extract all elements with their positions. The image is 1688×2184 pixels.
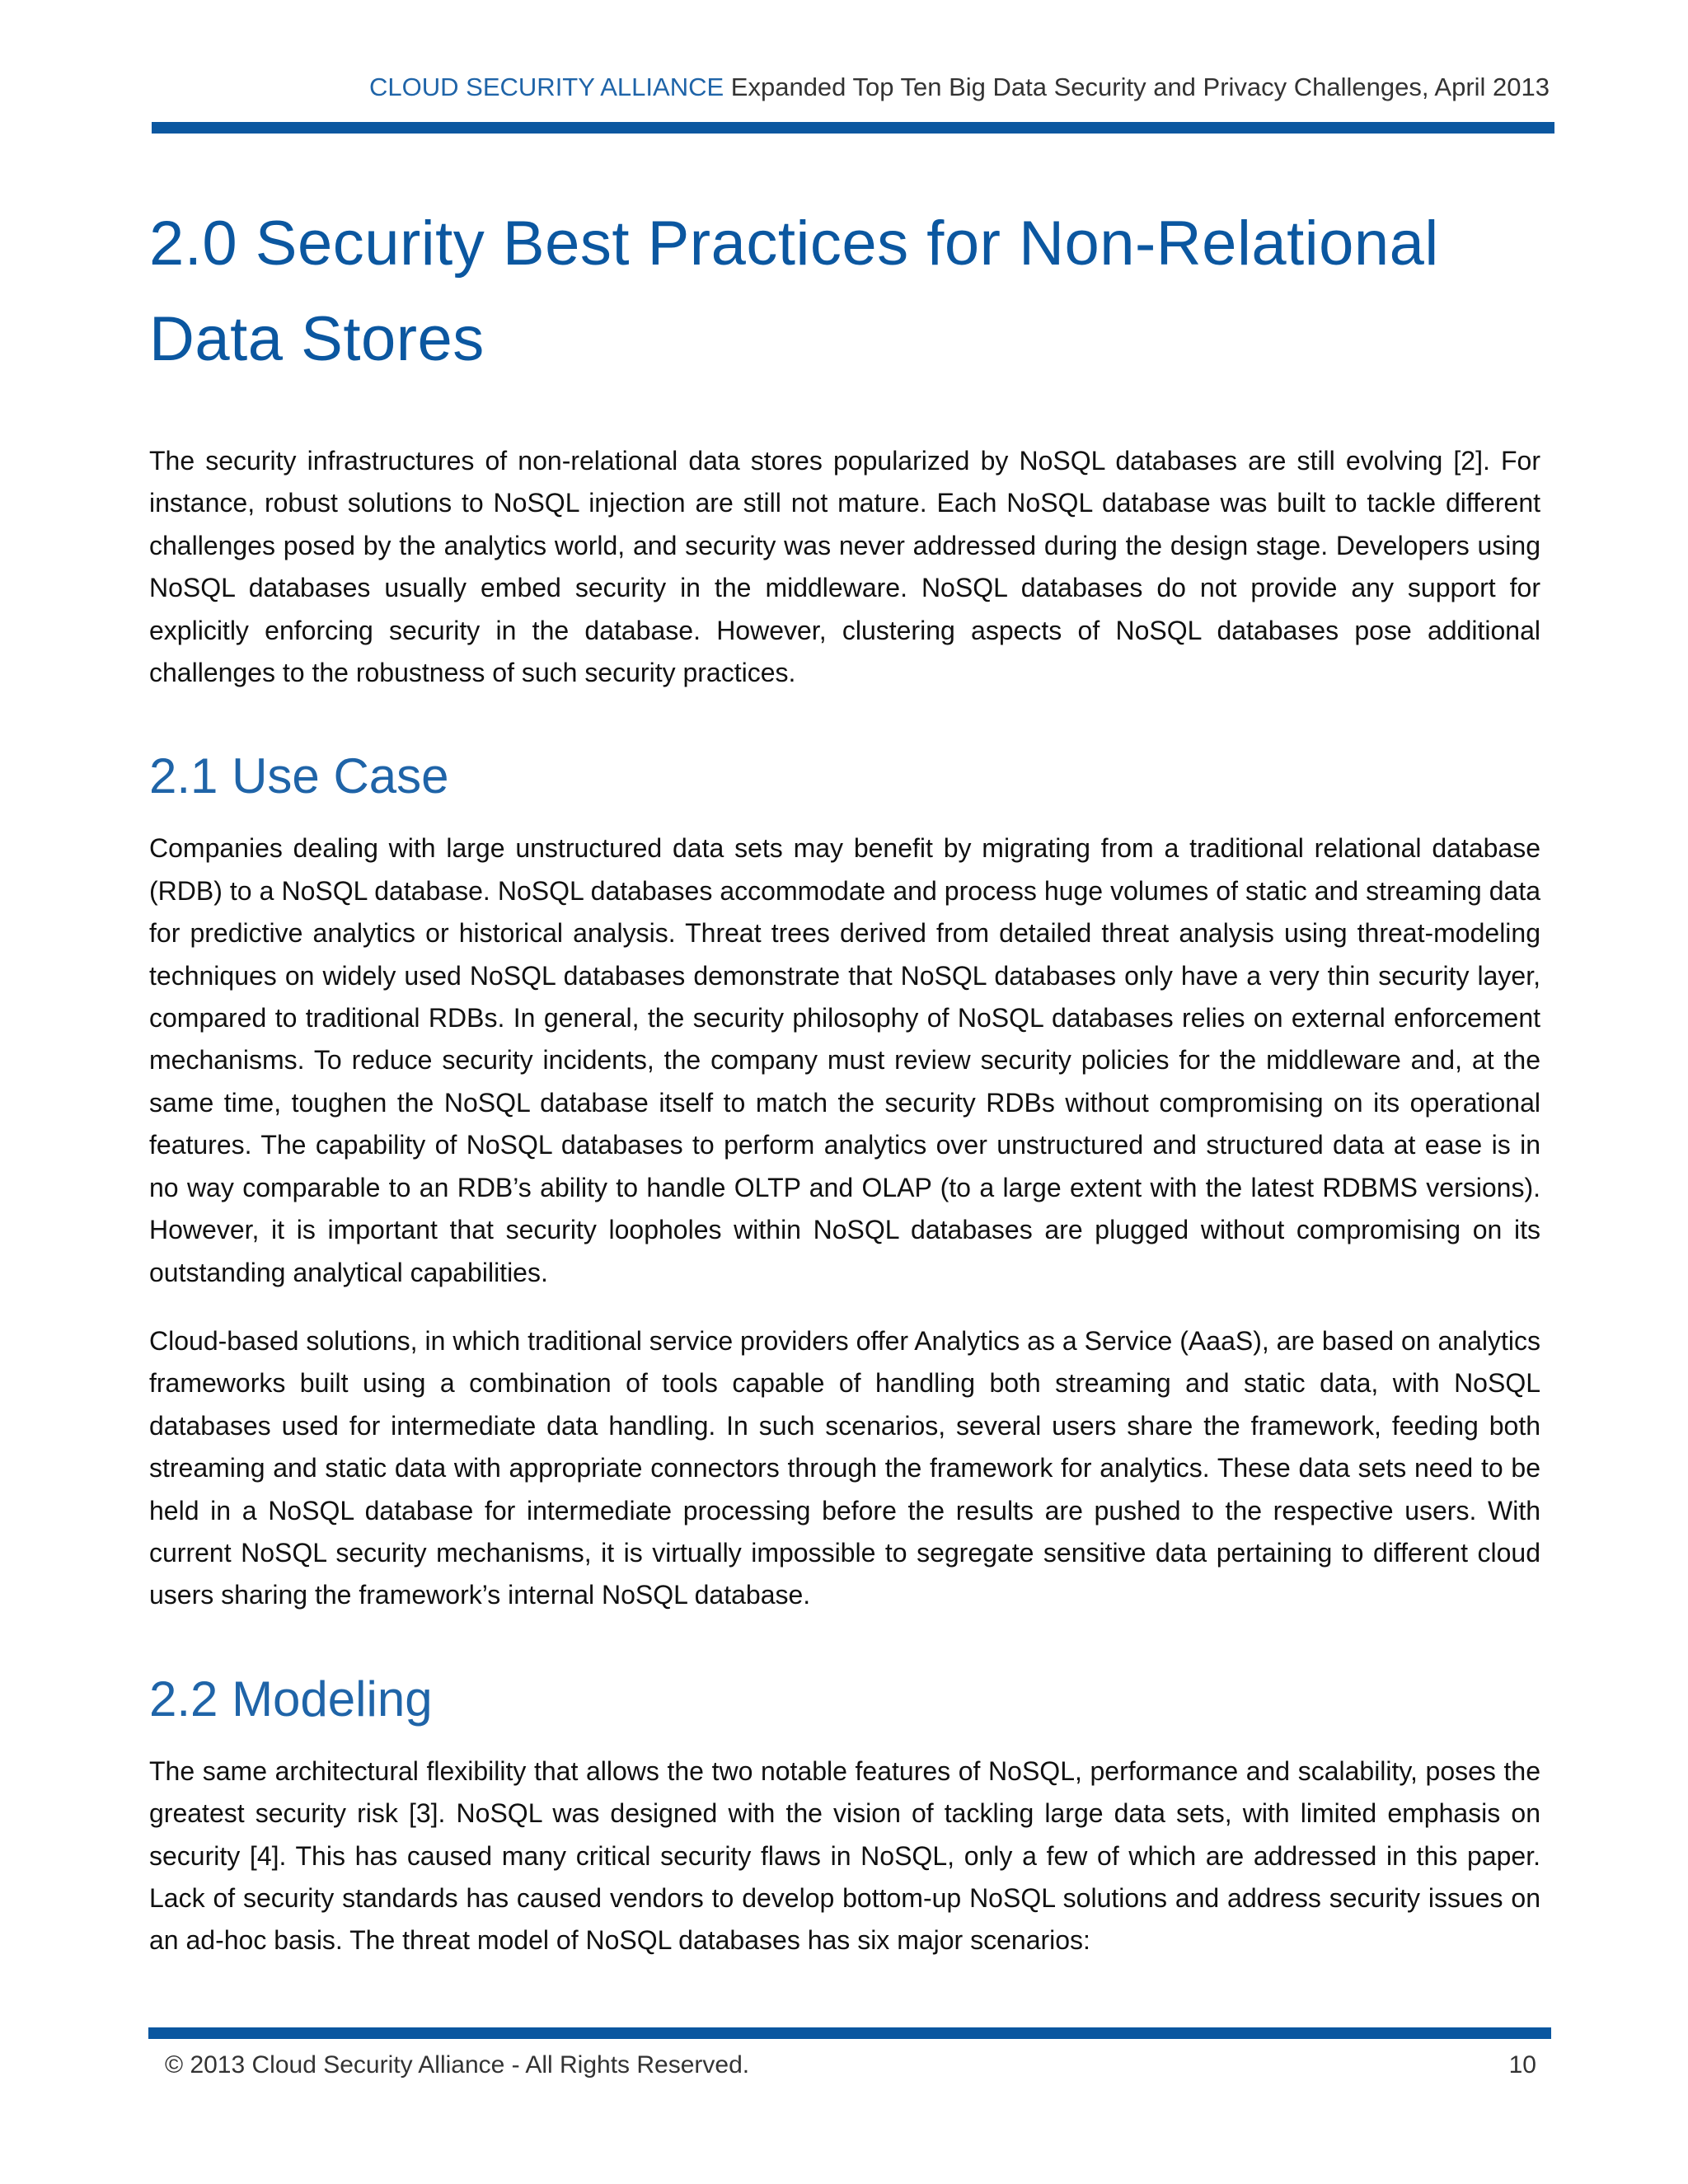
copyright-notice: © 2013 Cloud Security Alliance - All Rights Reserved. xyxy=(165,2051,750,2079)
use-case-heading: 2.1 Use Case xyxy=(149,748,449,804)
use-case-paragraph: Companies dealing with large unstructured data sets may benefit by migrating from a traditional relational database (RDB) to a NoSQL database. NoSQL databases accommodate and process huge volumes of static and streaming data for predictive analytics or historical analysis. Threat trees derived from detailed threat analysis using threat-modeling techniques on widely used NoSQL databases demonstrate that NoSQL databases only have a very thin security layer, compared to traditional RDBs. In general, the security philosophy of NoSQL databases relies on external enforcement mechanisms. To reduce security incidents, the company must review security policies for the middleware and, at the same time, toughen the NoSQL database itself to match the security RDBs without compromising on its operational features. The capability of NoSQL databases to perform analytics over unstructured and structured data at ease is in no way comparable to an RDB’s ability to handle OLTP and OLAP (to a large extent with the latest RDBMS versions). However, it is important that security loopholes within NoSQL databases are plugged without compromising on its outstanding analytical capabilities. xyxy=(149,833,1540,1287)
main-content xyxy=(149,196,1540,1989)
modeling-paragraph: The same architectural flexibility that allows the two notable features of NoSQL, performance and scalability, poses the greatest security risk [3]. NoSQL was designed with the vision of tackling large data sets, with limited emphasis on security [4]. This has caused many critical security flaws in NoSQL, only a few of which are addressed in this paper. Lack of security standards has caused vendors to develop bottom-up NoSQL solutions and address security issues on an ad-hoc basis. The threat model of NoSQL databases has six major scenarios: xyxy=(149,1755,1540,1956)
footer-rule xyxy=(148,2027,1551,2039)
running-header xyxy=(152,71,1550,104)
header-document-title: Expanded Top Ten Big Data Security and Privacy Challenges, April 2013 xyxy=(730,73,1550,101)
page-footer xyxy=(165,2049,1536,2082)
header-rule xyxy=(152,122,1554,134)
page-number: 10 xyxy=(1508,2051,1536,2079)
intro-paragraph: The security infrastructures of non-relational data stores popularized by NoSQL databases are still evolving [2]. For instance, robust solutions to NoSQL injection are still not mature. Each NoSQL database was built to tackle different challenges posed by the analytics world, and security was never addressed during the design stage. Developers using NoSQL databases usually embed security in the middleware. NoSQL databases do not provide any support for explicitly enforcing security in the database. However, clustering aspects of NoSQL databases pose additional challenges to the robustness of such security practices. xyxy=(149,446,1540,688)
modeling-heading: 2.2 Modeling xyxy=(149,1671,433,1727)
section-title: 2.0 Security Best Practices for Non-Relational Data Stores xyxy=(149,209,1439,374)
use-case-paragraph: Cloud-based solutions, in which traditional service providers offer Analytics as a Service (AaaS), are based on analytics frameworks built using a combination of tools capable of handling both streaming and static data, with NoSQL databases used for intermediate data handling. In such scenarios, several users share the framework, feeding both streaming and static data with appropriate connectors through the framework for analytics. These data sets need to be held in a NoSQL database for intermediate processing before the results are pushed to the respective users. With current NoSQL security mechanisms, it is virtually impossible to segregate sensitive data pertaining to different cloud users sharing the framework’s internal NoSQL database. xyxy=(149,1325,1540,1610)
header-org-name: CLOUD SECURITY ALLIANCE xyxy=(369,73,724,101)
